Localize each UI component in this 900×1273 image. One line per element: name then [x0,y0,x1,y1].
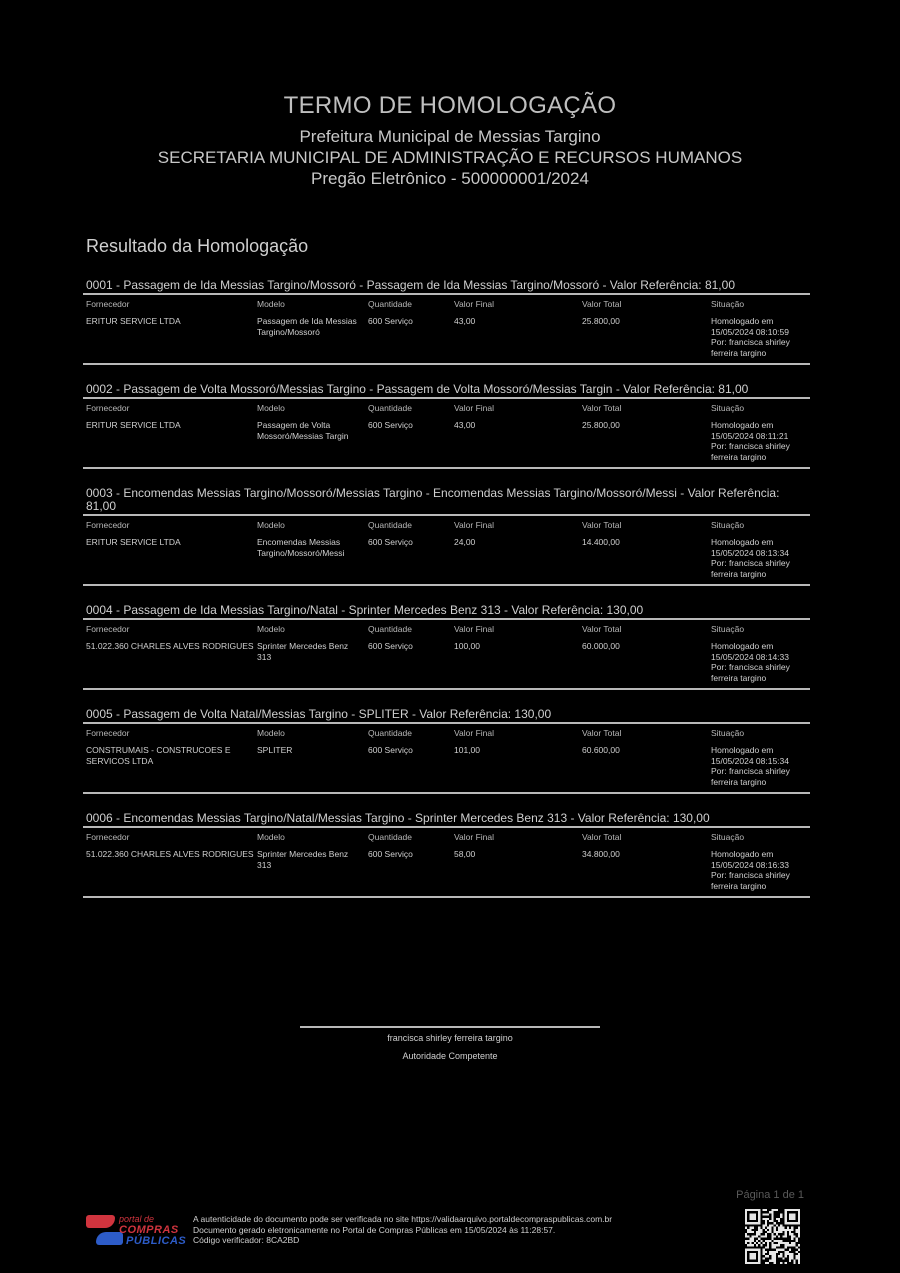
cell-situacao: Homologado em 15/05/2024 08:11:21 Por: francisca shirley ferreira targino [711,420,790,462]
cell-valor-total: 34.800,00 [582,849,620,859]
signatory-role: Autoridade Competente [402,1051,498,1061]
page-number: Página 1 de 1 [736,1189,804,1201]
table-row [83,416,810,469]
item-title: 0002 - Passagem de Volta Mossoró/Messias Targino - Passagem de Volta Mossoró/Messias Targin - Valor Referência: 81,00 [83,383,810,399]
cell-fornecedor: ERITUR SERVICE LTDA [86,316,181,326]
cell-valor-final: 100,00 [454,641,480,651]
cell-fornecedor: ERITUR SERVICE LTDA [86,420,181,430]
item-column-header [83,516,810,533]
cell-valor-final: 101,00 [454,745,480,755]
column-header-valor-final: Valor Final [454,727,494,738]
cell-modelo: SPLITER [257,745,293,755]
logo-mark-red [86,1215,115,1228]
signatory-name: francisca shirley ferreira targino [387,1033,513,1043]
column-header-quantidade: Quantidade [368,519,412,530]
column-header-valor-total: Valor Total [582,831,622,842]
column-header-valor-total: Valor Total [582,727,622,738]
column-header-quantidade: Quantidade [368,298,412,309]
document-title: TERMO DE HOMOLOGAÇÃO [283,92,617,119]
cell-quantidade: 600 Serviço [368,316,413,326]
cell-valor-total: 60.000,00 [582,641,620,651]
column-header-valor-final: Valor Final [454,402,494,413]
column-header-situacao: Situação [711,402,745,413]
cell-fornecedor: ERITUR SERVICE LTDA [86,537,181,547]
signature-line [300,1026,600,1028]
column-header-situacao: Situação [711,623,745,634]
item-title: 0003 - Encomendas Messias Targino/Mossoró/Messias Targino - Encomendas Messias Targino/Mossoró/Messi - Valor Referência: 81,00 [83,487,810,516]
item-block [83,383,810,469]
cell-quantidade: 600 Serviço [368,641,413,651]
cell-modelo: Passagem de Ida Messias Targino/Mossoró [257,316,357,337]
cell-valor-final: 43,00 [454,420,476,430]
logo-text-publicas: PÚBLICAS [126,1235,187,1247]
table-row [83,741,810,794]
item-block [83,487,810,586]
cell-fornecedor: 51.022.360 CHARLES ALVES RODRIGUES [86,641,254,651]
cell-situacao: Homologado em 15/05/2024 08:16:33 Por: francisca shirley ferreira targino [711,849,790,891]
item-column-header [83,295,810,312]
column-header-valor-final: Valor Final [454,519,494,530]
footer-authenticity [193,1214,612,1246]
procurement-number: Pregão Eletrônico - 500000001/2024 [311,169,589,188]
item-block [83,708,810,794]
item-title: 0005 - Passagem de Volta Natal/Messias Targino - SPLITER - Valor Referência: 130,00 [83,708,810,724]
cell-quantidade: 600 Serviço [368,537,413,547]
column-header-quantidade: Quantidade [368,623,412,634]
table-row [83,312,810,365]
logo-text-compras: COMPRAS [119,1224,179,1236]
column-header-valor-total: Valor Total [582,402,622,413]
table-row [83,845,810,898]
column-header-modelo: Modelo [257,519,285,530]
cell-quantidade: 600 Serviço [368,849,413,859]
cell-fornecedor: CONSTRUMAIS - CONSTRUCOES E SERVICOS LTDA [86,745,231,766]
items-list [83,279,810,916]
cell-situacao: Homologado em 15/05/2024 08:10:59 Por: francisca shirley ferreira targino [711,316,790,358]
column-header-fornecedor: Fornecedor [86,298,130,309]
column-header-situacao: Situação [711,298,745,309]
cell-quantidade: 600 Serviço [368,420,413,430]
item-title: 0004 - Passagem de Ida Messias Targino/Natal - Sprinter Mercedes Benz 313 - Valor Referência: 130,00 [83,604,810,620]
item-title: 0001 - Passagem de Ida Messias Targino/Mossoró - Passagem de Ida Messias Targino/Mossoró - Valor Referência: 81,00 [83,279,810,295]
footer-verifier-code: Código verificador: 8CA2BD [193,1235,300,1245]
cell-modelo: Passagem de Volta Mossoró/Messias Targin [257,420,349,441]
cell-valor-final: 58,00 [454,849,476,859]
column-header-fornecedor: Fornecedor [86,727,130,738]
column-header-modelo: Modelo [257,298,285,309]
item-column-header [83,620,810,637]
column-header-modelo: Modelo [257,623,285,634]
cell-situacao: Homologado em 15/05/2024 08:13:34 Por: francisca shirley ferreira targino [711,537,790,579]
cell-modelo: Encomendas Messias Targino/Mossoró/Messi [257,537,345,558]
section-title: Resultado da Homologação [86,236,309,256]
item-column-header [83,828,810,845]
column-header-valor-final: Valor Final [454,623,494,634]
column-header-quantidade: Quantidade [368,831,412,842]
item-block [83,604,810,690]
item-block [83,812,810,898]
item-block [83,279,810,365]
logo-text-portal: portal de [119,1214,155,1224]
municipality-name: Prefeitura Municipal de Messias Targino [299,127,601,146]
cell-valor-total: 25.800,00 [582,420,620,430]
item-column-header [83,399,810,416]
cell-situacao: Homologado em 15/05/2024 08:14:33 Por: francisca shirley ferreira targino [711,641,790,683]
column-header-valor-total: Valor Total [582,519,622,530]
table-row [83,637,810,690]
cell-valor-final: 43,00 [454,316,476,326]
cell-situacao: Homologado em 15/05/2024 08:15:34 Por: francisca shirley ferreira targino [711,745,790,787]
cell-valor-total: 60.600,00 [582,745,620,755]
signature-block [300,1026,600,1061]
portal-compras-publicas-logo [86,1214,186,1248]
column-header-quantidade: Quantidade [368,402,412,413]
column-header-fornecedor: Fornecedor [86,831,130,842]
qr-code-icon [745,1209,800,1264]
column-header-fornecedor: Fornecedor [86,623,130,634]
column-header-modelo: Modelo [257,402,285,413]
column-header-quantidade: Quantidade [368,727,412,738]
column-header-situacao: Situação [711,727,745,738]
column-header-valor-final: Valor Final [454,298,494,309]
item-column-header [83,724,810,741]
column-header-fornecedor: Fornecedor [86,519,130,530]
secretariat-name: SECRETARIA MUNICIPAL DE ADMINISTRAÇÃO E RECURSOS HUMANOS [157,148,743,167]
column-header-valor-total: Valor Total [582,298,622,309]
document-header [0,92,900,189]
cell-valor-total: 14.400,00 [582,537,620,547]
cell-fornecedor: 51.022.360 CHARLES ALVES RODRIGUES [86,849,254,859]
table-row [83,533,810,586]
column-header-situacao: Situação [711,831,745,842]
footer-verify-url: A autenticidade do documento pode ser verificada no site https://validaarquivo.portaldecompraspublicas.com.br [193,1214,613,1224]
cell-modelo: Sprinter Mercedes Benz 313 [257,641,349,662]
cell-valor-final: 24,00 [454,537,476,547]
cell-quantidade: 600 Serviço [368,745,413,755]
cell-modelo: Sprinter Mercedes Benz 313 [257,849,349,870]
column-header-fornecedor: Fornecedor [86,402,130,413]
cell-valor-total: 25.800,00 [582,316,620,326]
footer-generated: Documento gerado eletronicamente no Portal de Compras Públicas em 15/05/2024 às 11:28:57. [193,1224,556,1235]
item-title: 0006 - Encomendas Messias Targino/Natal/Messias Targino - Sprinter Mercedes Benz 313 - Valor Referência: 130,00 [83,812,810,828]
column-header-modelo: Modelo [257,727,285,738]
column-header-valor-final: Valor Final [454,831,494,842]
column-header-modelo: Modelo [257,831,285,842]
column-header-situacao: Situação [711,519,745,530]
column-header-valor-total: Valor Total [582,623,622,634]
